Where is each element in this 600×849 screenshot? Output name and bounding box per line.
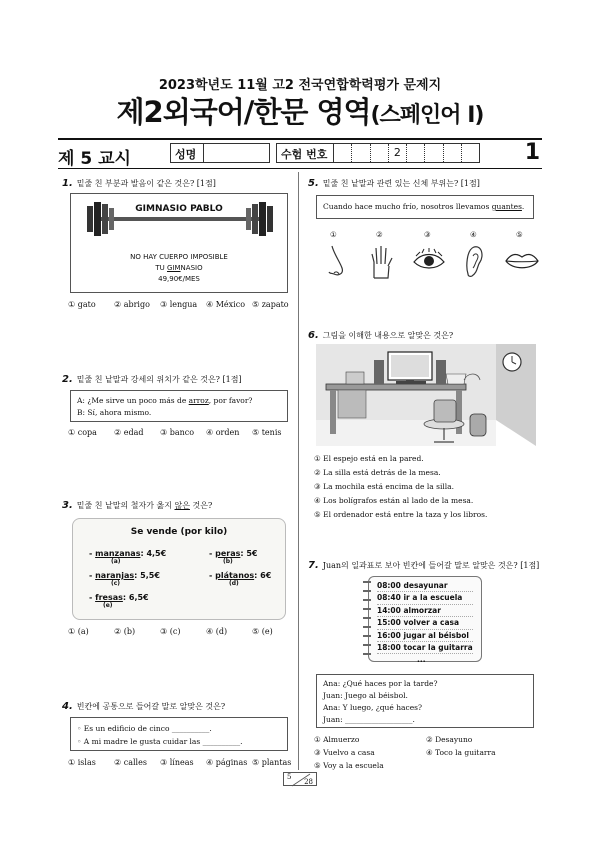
q3-option[interactable]: ③ (c) — [160, 627, 181, 636]
q6-options — [314, 452, 487, 522]
q3-options — [68, 627, 298, 636]
q2-underlined: arroz — [188, 396, 209, 405]
q6-option[interactable]: ③ La mochila está encima de la silla. — [314, 482, 455, 491]
schedule-item: 15:00 volver a casa — [377, 617, 473, 629]
session-label: 제 5 교시 — [58, 149, 131, 169]
q7-schedule-list — [377, 580, 473, 666]
q4-prompt: 4. 빈칸에 공통으로 들어갈 말로 알맞은 것은? — [62, 701, 226, 712]
page-counter — [283, 772, 317, 786]
q1-option[interactable]: ③ lengua — [160, 300, 198, 309]
hand-icon — [368, 244, 396, 280]
q2-dialogue-box: A: ¿Me sirve un poco más de arroz, por favor? B: Sí, ahora mismo. — [70, 390, 288, 422]
q2-option[interactable]: ② edad — [114, 428, 144, 437]
schedule-item: 16:00 jugar al béisbol — [377, 630, 473, 642]
q5-underlined: guantes — [491, 202, 522, 211]
page-counter-total: 28 — [304, 778, 313, 786]
q1-ad-text: NO HAY CUERPO IMPOSIBLE TU GIMNASIO 49,90€/MES — [130, 253, 228, 283]
q6-option[interactable]: ④ Los bolígrafos están al lado de la mesa. — [314, 496, 474, 505]
q2-prompt: 2. 밑줄 친 낱말과 강세의 위치가 같은 것은? [1점] — [62, 374, 242, 385]
q7-option[interactable]: ④ Toco la guitarra — [426, 748, 496, 757]
price-item: - fresas: 6,5€ (e) — [89, 593, 149, 609]
q1-option[interactable]: ① gato — [68, 300, 96, 309]
lips-icon — [504, 250, 540, 272]
q4-options — [68, 758, 298, 767]
q6-room-illustration — [316, 344, 536, 446]
nose-icon — [324, 244, 348, 280]
schedule-item: ... — [417, 655, 426, 665]
q5-label[interactable]: ③ — [424, 230, 431, 239]
name-box — [170, 143, 270, 163]
q1-option[interactable]: ④ México — [206, 300, 246, 309]
gym-name: GIMNASIO PABLO — [135, 204, 223, 214]
ear-icon — [462, 244, 486, 280]
exam-number-cells — [333, 144, 479, 162]
q4-option[interactable]: ① islas — [68, 758, 96, 767]
q4-sentence-box: ◦ Es un edificio de cinco __________. ◦ A mi madre le gusta cuidar las __________. — [70, 717, 288, 751]
exam-title: 2023학년도 11월 고2 전국연합학력평가 문제지 — [158, 78, 442, 93]
q4-option[interactable]: ③ líneas — [160, 758, 194, 767]
q4-option[interactable]: ⑤ plantas — [252, 758, 292, 767]
q5-body-parts — [316, 230, 546, 284]
q3-option[interactable]: ⑤ (e) — [252, 627, 273, 636]
price-card-title: Se vende (por kilo) — [130, 527, 228, 537]
name-label: 성명 — [175, 148, 197, 161]
q1-ad-box — [70, 193, 288, 293]
q5-label[interactable]: ⑤ — [516, 230, 523, 239]
q2-options — [68, 428, 298, 437]
page-counter-current: 5 — [287, 773, 292, 781]
q6-prompt: 6. 그림을 이해한 내용으로 알맞은 것은? — [308, 330, 454, 341]
schedule-item: 08:00 desayunar — [377, 580, 473, 592]
exam-number-box — [276, 143, 480, 163]
spiral-binding-icon — [363, 581, 371, 657]
q2-option[interactable]: ⑤ tenis — [252, 428, 282, 437]
price-item: - naranjas: 5,5€ (c) — [89, 571, 160, 587]
exam-number-digit: 2 — [388, 144, 406, 162]
q1-options — [68, 300, 298, 309]
q5-label[interactable]: ① — [330, 230, 337, 239]
exam-number-label: 수험 번호 — [281, 148, 328, 161]
column-divider — [298, 172, 299, 770]
q4-option[interactable]: ② calles — [114, 758, 147, 767]
q7-prompt: 7. Juan의 일과표로 보아 빈칸에 들어갈 말로 알맞은 것은? [1점] — [308, 560, 540, 571]
q7-option[interactable]: ③ Vuelvo a casa — [314, 748, 375, 757]
header-rule-bottom — [58, 168, 542, 169]
q1-option[interactable]: ⑤ zapato — [252, 300, 289, 309]
q5-label[interactable]: ④ — [470, 230, 477, 239]
q1-option[interactable]: ② abrigo — [114, 300, 150, 309]
q7-options — [314, 733, 544, 772]
schedule-item: 14:00 almorzar — [377, 605, 473, 617]
q2-option[interactable]: ① copa — [68, 428, 97, 437]
schedule-item: 18:00 tocar la guitarra — [377, 642, 473, 654]
eye-icon — [412, 248, 446, 274]
q1-prompt: 1. 밑줄 친 부분과 발음이 같은 것은? [1점] — [62, 178, 216, 189]
q5-label[interactable]: ② — [376, 230, 383, 239]
q3-prompt: 3. 밑줄 친 낱말의 철자가 옳지 않은 것은? — [62, 500, 213, 511]
price-item: - peras: 5€ (b) — [209, 549, 258, 565]
q2-option[interactable]: ③ banco — [160, 428, 195, 437]
q7-dialogue-box: Ana: ¿Qué haces por la tarde? Juan: Juego al béisbol. Ana: Y luego, ¿qué haces? Juan: __________________. — [316, 674, 534, 728]
q3-option[interactable]: ① (a) — [68, 627, 89, 636]
schedule-item: 08:40 ir a la escuela — [377, 592, 473, 604]
q2-option[interactable]: ④ orden — [206, 428, 240, 437]
room-scene-icon — [316, 344, 536, 446]
q6-option[interactable]: ② La silla está detrás de la mesa. — [314, 468, 441, 477]
q3-option[interactable]: ② (b) — [114, 627, 136, 636]
q6-option[interactable]: ⑤ El ordenador está entre la taza y los libros. — [314, 510, 488, 519]
subject-title — [0, 90, 600, 131]
q6-option[interactable]: ① El espejo está en la pared. — [314, 454, 424, 463]
q7-option[interactable]: ② Desayuno — [426, 735, 473, 744]
price-item: - manzanas: 4,5€ (a) — [89, 549, 167, 565]
q7-schedule-notebook — [368, 576, 482, 665]
q5-sentence-box: Cuando hace mucho frío, nosotros llevamos guantes. — [316, 195, 534, 219]
q7-option[interactable]: ⑤ Voy a la escuela — [314, 761, 384, 770]
q3-option[interactable]: ④ (d) — [206, 627, 228, 636]
price-item: - plátanos: 6€ (d) — [209, 571, 272, 587]
q7-option[interactable]: ① Almuerzo — [314, 735, 360, 744]
subject-sub: (스페인어 Ⅰ) — [370, 103, 484, 128]
q1-underlined: GIM — [167, 264, 181, 272]
q4-option[interactable]: ④ páginas — [206, 758, 248, 767]
subject-main: 제2외국어/한문 영역 — [116, 95, 371, 129]
header-rule-top — [58, 138, 542, 140]
q3-price-card — [72, 518, 286, 620]
q5-prompt: 5. 밑줄 친 낱말과 관련 있는 신체 부위는? [1점] — [308, 178, 480, 189]
page-number: 1 — [524, 140, 540, 165]
